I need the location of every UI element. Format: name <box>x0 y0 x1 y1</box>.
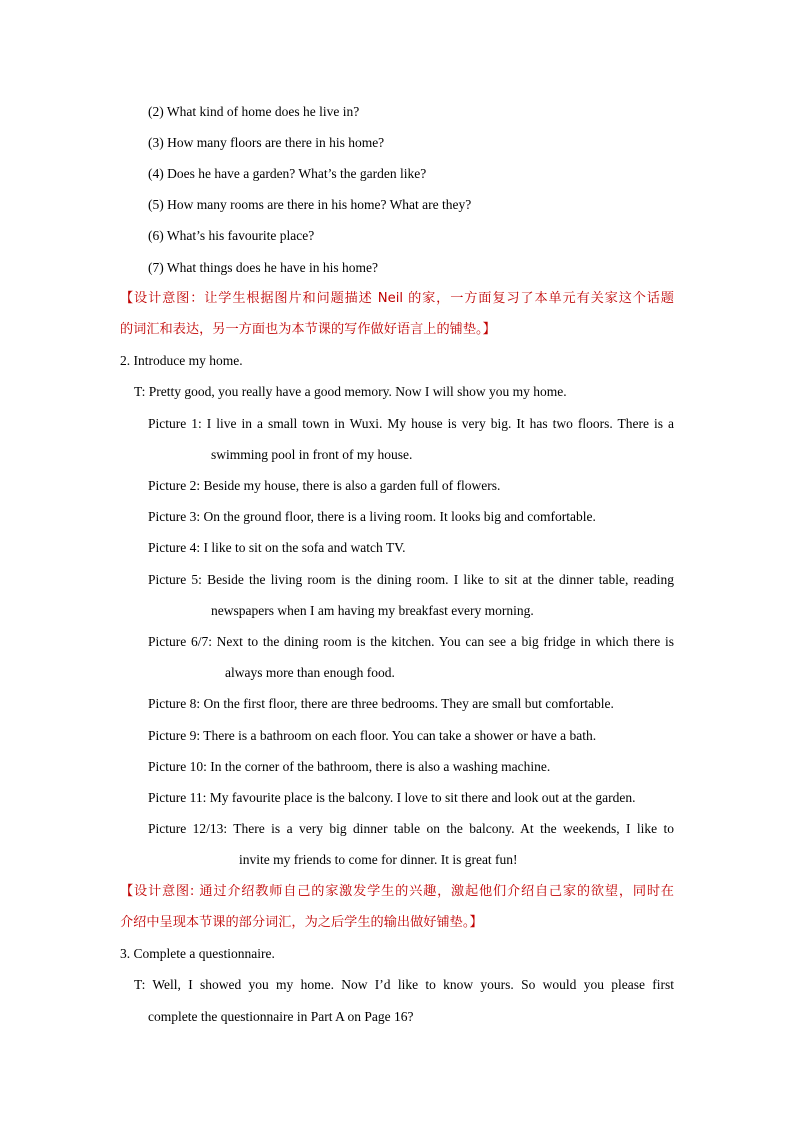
picture-4: Picture 4: I like to sit on the sofa and watch TV. <box>148 540 406 555</box>
section-2-heading: 2. Introduce my home. <box>120 353 243 368</box>
question-5: (5) How many rooms are there in his home? What are they? <box>148 197 472 212</box>
picture-3: Picture 3: On the ground floor, there is a living room. It looks big and comfortable. <box>148 509 596 524</box>
picture-5-line-1: Picture 5: Beside the living room is the dining room. I like to sit at the dinner table, reading <box>148 572 674 587</box>
picture-9: Picture 9: There is a bathroom on each floor. You can take a shower or have a bath. <box>148 728 597 743</box>
question-6: (6) What’s his favourite place? <box>148 228 315 243</box>
question-2: (2) What kind of home does he live in? <box>148 104 360 119</box>
question-4: (4) Does he have a garden? What’s the garden like? <box>148 166 427 181</box>
design-intent-note-2-line-2: 介绍中呈现本节课的部分词汇，为之后学生的输出做好铺垫。】 <box>120 915 483 930</box>
question-3: (3) How many floors are there in his home? <box>148 135 385 150</box>
picture-11: Picture 11: My favourite place is the balcony. I love to sit there and look out at the garden. <box>148 790 636 805</box>
picture-1-line-2: swimming pool in front of my house. <box>211 447 413 462</box>
section-3-teacher-line-2: complete the questionnaire in Part A on Page 16? <box>148 1009 414 1024</box>
picture-6-7-line-1: Picture 6/7: Next to the dining room is the kitchen. You can see a big fridge in which there is <box>148 634 674 649</box>
design-intent-note-1-line-2: 的词汇和表达，另一方面也为本节课的写作做好语言上的铺垫。】 <box>120 322 496 337</box>
picture-12-13-line-1: Picture 12/13: There is a very big dinner table on the balcony. At the weekends, I like to <box>148 821 674 836</box>
picture-5-line-2: newspapers when I am having my breakfast every morning. <box>211 603 534 618</box>
picture-1-line-1: Picture 1: I live in a small town in Wuxi. My house is very big. It has two floors. There is a <box>148 416 674 431</box>
section-2-teacher-line: T: Pretty good, you really have a good memory. Now I will show you my home. <box>134 384 567 399</box>
picture-8: Picture 8: On the first floor, there are three bedrooms. They are small but comfortable. <box>148 696 614 711</box>
section-3-heading: 3. Complete a questionnaire. <box>120 946 275 961</box>
design-intent-note-2-line-1: 【设计意图: 通过介绍教师自己的家激发学生的兴趣，激起他们介绍自己家的欲望，同时在 <box>120 884 674 899</box>
question-7: (7) What things does he have in his home? <box>148 260 378 275</box>
picture-6-7-line-2: always more than enough food. <box>225 665 395 680</box>
design-intent-note-1-line-1: 【设计意图：让学生根据图片和问题描述 Neil 的家，一方面复习了本单元有关家这个话题 <box>120 291 674 306</box>
picture-10: Picture 10: In the corner of the bathroom, there is also a washing machine. <box>148 759 551 774</box>
section-3-teacher-line-1: T: Well, I showed you my home. Now I’d like to know yours. So would you please first <box>134 977 674 992</box>
picture-12-13-line-2: invite my friends to come for dinner. It is great fun! <box>239 852 518 867</box>
picture-2: Picture 2: Beside my house, there is also a garden full of flowers. <box>148 478 501 493</box>
